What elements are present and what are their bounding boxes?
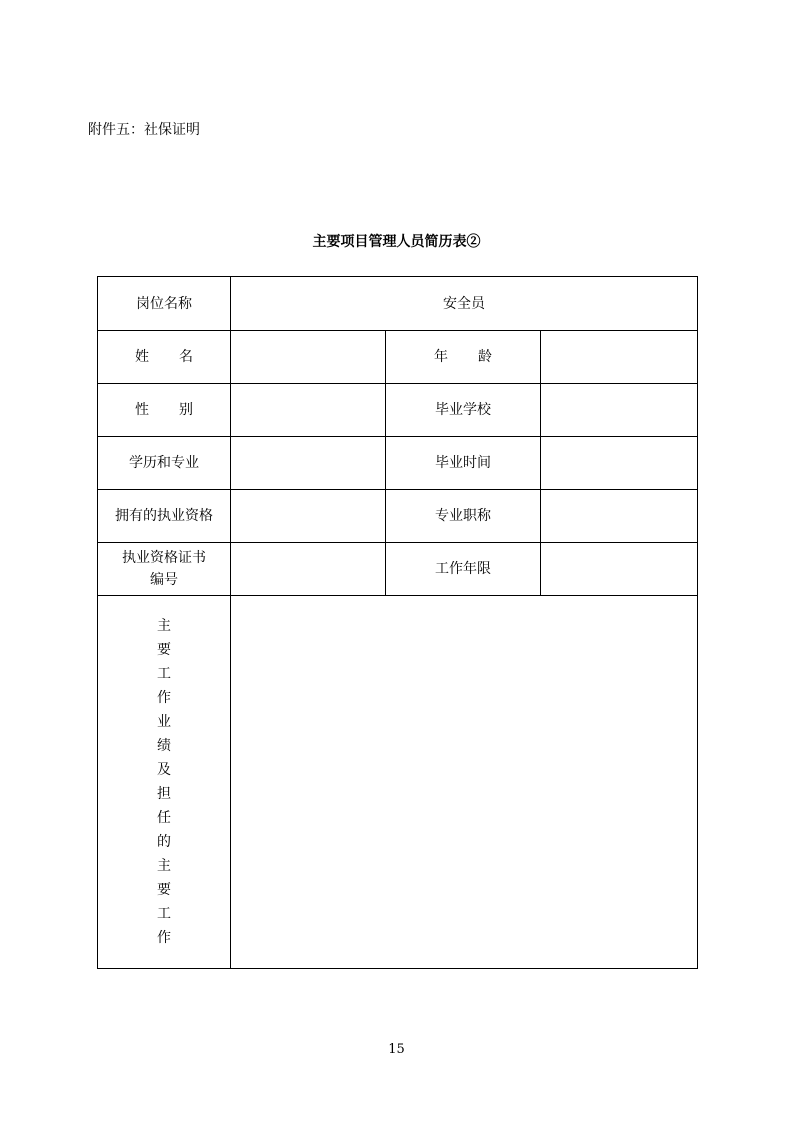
cert-no-label-line2: 编号	[150, 572, 178, 588]
cert-no-value-cell[interactable]	[231, 543, 386, 596]
table-row	[98, 543, 698, 596]
name-label-cell	[98, 331, 231, 384]
achievements-label-cell	[98, 596, 231, 969]
gender-label-part-a: 性	[135, 402, 149, 418]
page-number: 15	[388, 1042, 405, 1057]
title-rank-value-cell[interactable]	[541, 490, 698, 543]
grad-time-label: 毕业时间	[435, 455, 491, 471]
title-rank-label: 专业职称	[435, 508, 491, 524]
education-value-cell[interactable]	[231, 437, 386, 490]
age-label-part-a: 年	[434, 349, 448, 365]
title-rank-label-cell	[386, 490, 541, 543]
achievements-label: 主要工作业绩及担任的主要工作	[157, 618, 171, 946]
position-value-cell[interactable]	[231, 277, 698, 331]
position-label-cell	[98, 277, 231, 331]
cert-no-label-line1: 执业资格证书	[122, 550, 206, 566]
work-years-value-cell[interactable]	[541, 543, 698, 596]
gender-label-cell	[98, 384, 231, 437]
school-value-cell[interactable]	[541, 384, 698, 437]
gender-value-cell[interactable]	[231, 384, 386, 437]
table-row	[98, 437, 698, 490]
age-label-part-b: 龄	[478, 349, 492, 365]
name-value-cell[interactable]	[231, 331, 386, 384]
work-years-label: 工作年限	[435, 561, 491, 577]
work-years-label-cell	[386, 543, 541, 596]
age-value-cell[interactable]	[541, 331, 698, 384]
resume-table	[97, 276, 698, 969]
table-row	[98, 596, 698, 969]
table-row	[98, 277, 698, 331]
grad-time-label-cell	[386, 437, 541, 490]
education-label: 学历和专业	[129, 455, 199, 471]
position-label: 岗位名称	[136, 295, 192, 312]
table-row	[98, 384, 698, 437]
school-label: 毕业学校	[435, 402, 491, 418]
grad-time-value-cell[interactable]	[541, 437, 698, 490]
qualification-label: 拥有的执业资格	[115, 508, 213, 524]
qualification-label-cell	[98, 490, 231, 543]
attachment-label: 附件五：社保证明	[88, 122, 200, 138]
age-label-cell	[386, 331, 541, 384]
school-label-cell	[386, 384, 541, 437]
gender-label-part-b: 别	[179, 402, 193, 418]
table-row	[98, 490, 698, 543]
qualification-value-cell[interactable]	[231, 490, 386, 543]
achievements-value-cell[interactable]	[231, 596, 698, 969]
table-title: 主要项目管理人员简历表②	[312, 234, 481, 250]
name-label-part-a: 姓	[135, 349, 149, 365]
education-label-cell	[98, 437, 231, 490]
name-label-part-b: 名	[179, 349, 193, 365]
position-value: 安全员	[443, 295, 485, 312]
table-row	[98, 331, 698, 384]
cert-no-label-cell	[98, 543, 231, 596]
